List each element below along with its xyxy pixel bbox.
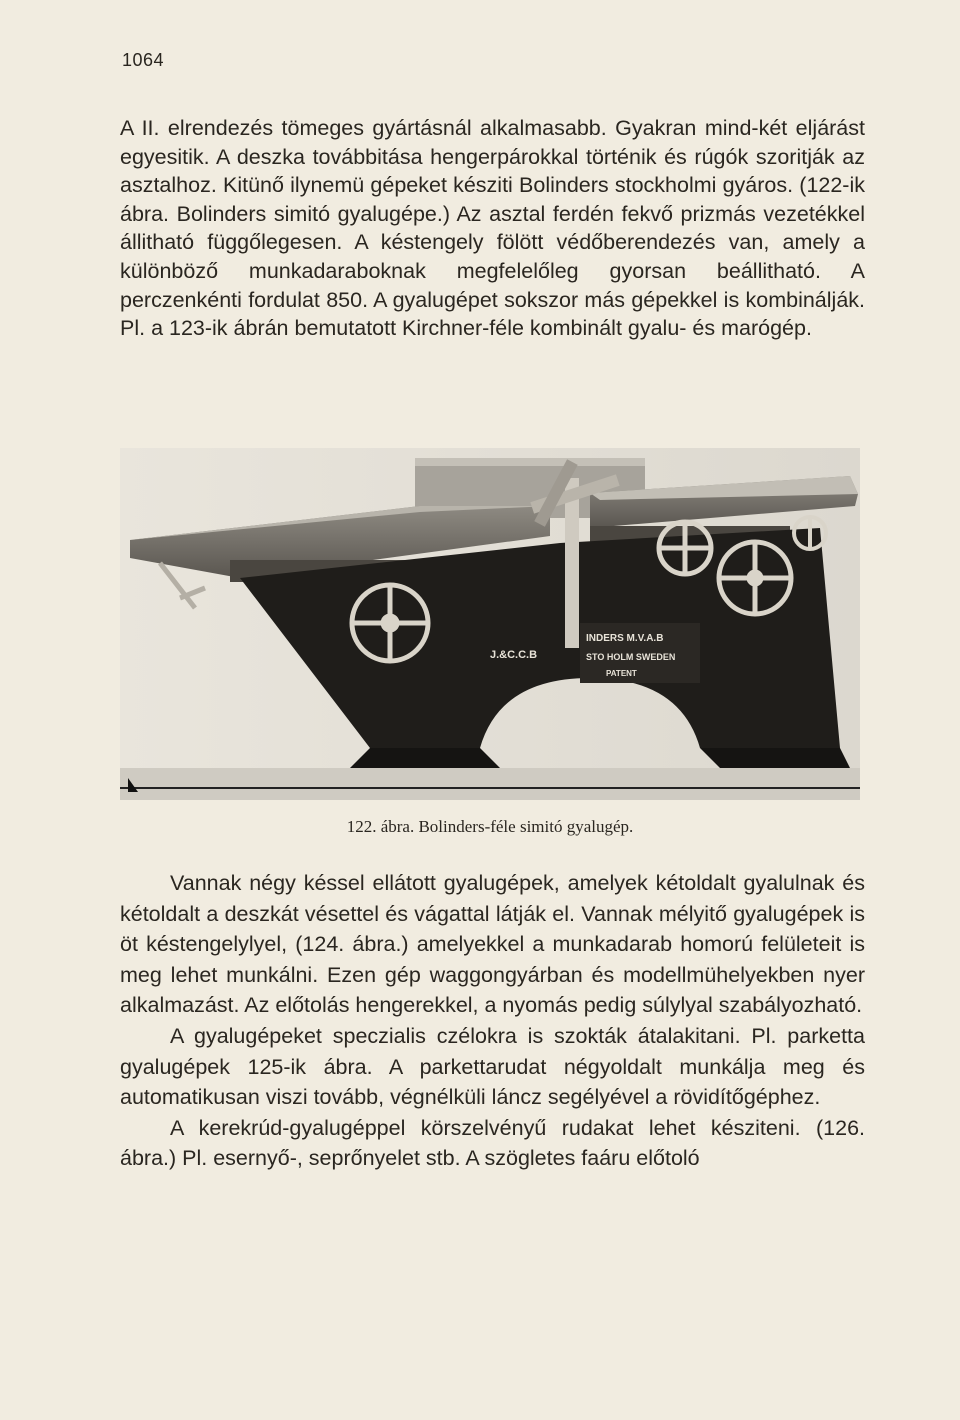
- machine-figure: [120, 448, 860, 800]
- plate-text-left: J.&C.C.B: [490, 649, 538, 661]
- plate-text-line1: INDERS M.V.A.B: [586, 633, 664, 644]
- handwheel-left: [352, 585, 428, 661]
- handwheel-middle: [659, 522, 711, 574]
- figure-caption: 122. ábra. Bolinders-féle simitó gyalugép.: [346, 817, 634, 836]
- body-text: [120, 868, 865, 1174]
- body-paragraph-1: Vannak négy késsel ellátott gyalugépek, amelyek kétoldalt gyalulnak és kétoldalt a deszkát vésettel és vágattal látják el. Vannak mélyitő gyalugépek is öt késtengelylyel, (124. ábra.) amelyekkel a munkadarab homorú felületeit is meg lehet munkálni. Ezen gép waggongyárban és modellmühelyekben nyer alkalmazást. Az előtolás hengerekkel, a nyomás pedig súlylyal szabályozható.: [120, 871, 865, 1018]
- handwheel-right: [719, 542, 791, 614]
- guard-column: [565, 478, 579, 648]
- body-paragraph-3: A kerekrúd-gyalugéppel körszelvényű rudakat lehet késziteni. (126. ábra.) Pl. esernyő-, seprőnyelet stb. A szögletes faáru előtoló: [120, 1115, 865, 1171]
- plate-text-line2: STO HOLM SWEDEN: [586, 652, 676, 662]
- body-paragraph-2: A gyalugépeket speczialis czélokra is szokták átalakitani. Pl. parketta gyalugépek 125-ik ábra. A parkettarudat négyoldalt munkálja meg és automatikusan viszi tovább, végnélküli láncz segélyével a rövidítőgéphez.: [120, 1023, 865, 1110]
- plate-text-line3: PATENT: [606, 669, 637, 678]
- planing-machine-illustration: [120, 448, 860, 800]
- page-number: 1064: [122, 50, 165, 70]
- intro-paragraph: [120, 114, 865, 343]
- intro-paragraph-text: A II. elrendezés tömeges gyártásnál alkalmasabb. Gyakran mind-két eljárást egyesitik. A deszka továbbitása hengerpárokkal történik és rúgók szoritják az asztalhoz. Kitünő ilynemü gépeket késziti Bolinders stockholmi gyáros. (122-ik ábra. Bolinders simitó gyalugépe.) Az asztal ferdén fekvő prizmás vezetékkel állitható függőlegesen. A késtengely fölött védőberendezés van, amely a különböző munkadaraboknak megfelelőleg gyorsan beállitható. A perczenkénti fordulat 850. A gyalugépet sokszor más gépekkel is kombinálják. Pl. a 123-ik ábrán bemutatott Kirchner-féle kombinált gyalu- és marógép.: [120, 116, 865, 341]
